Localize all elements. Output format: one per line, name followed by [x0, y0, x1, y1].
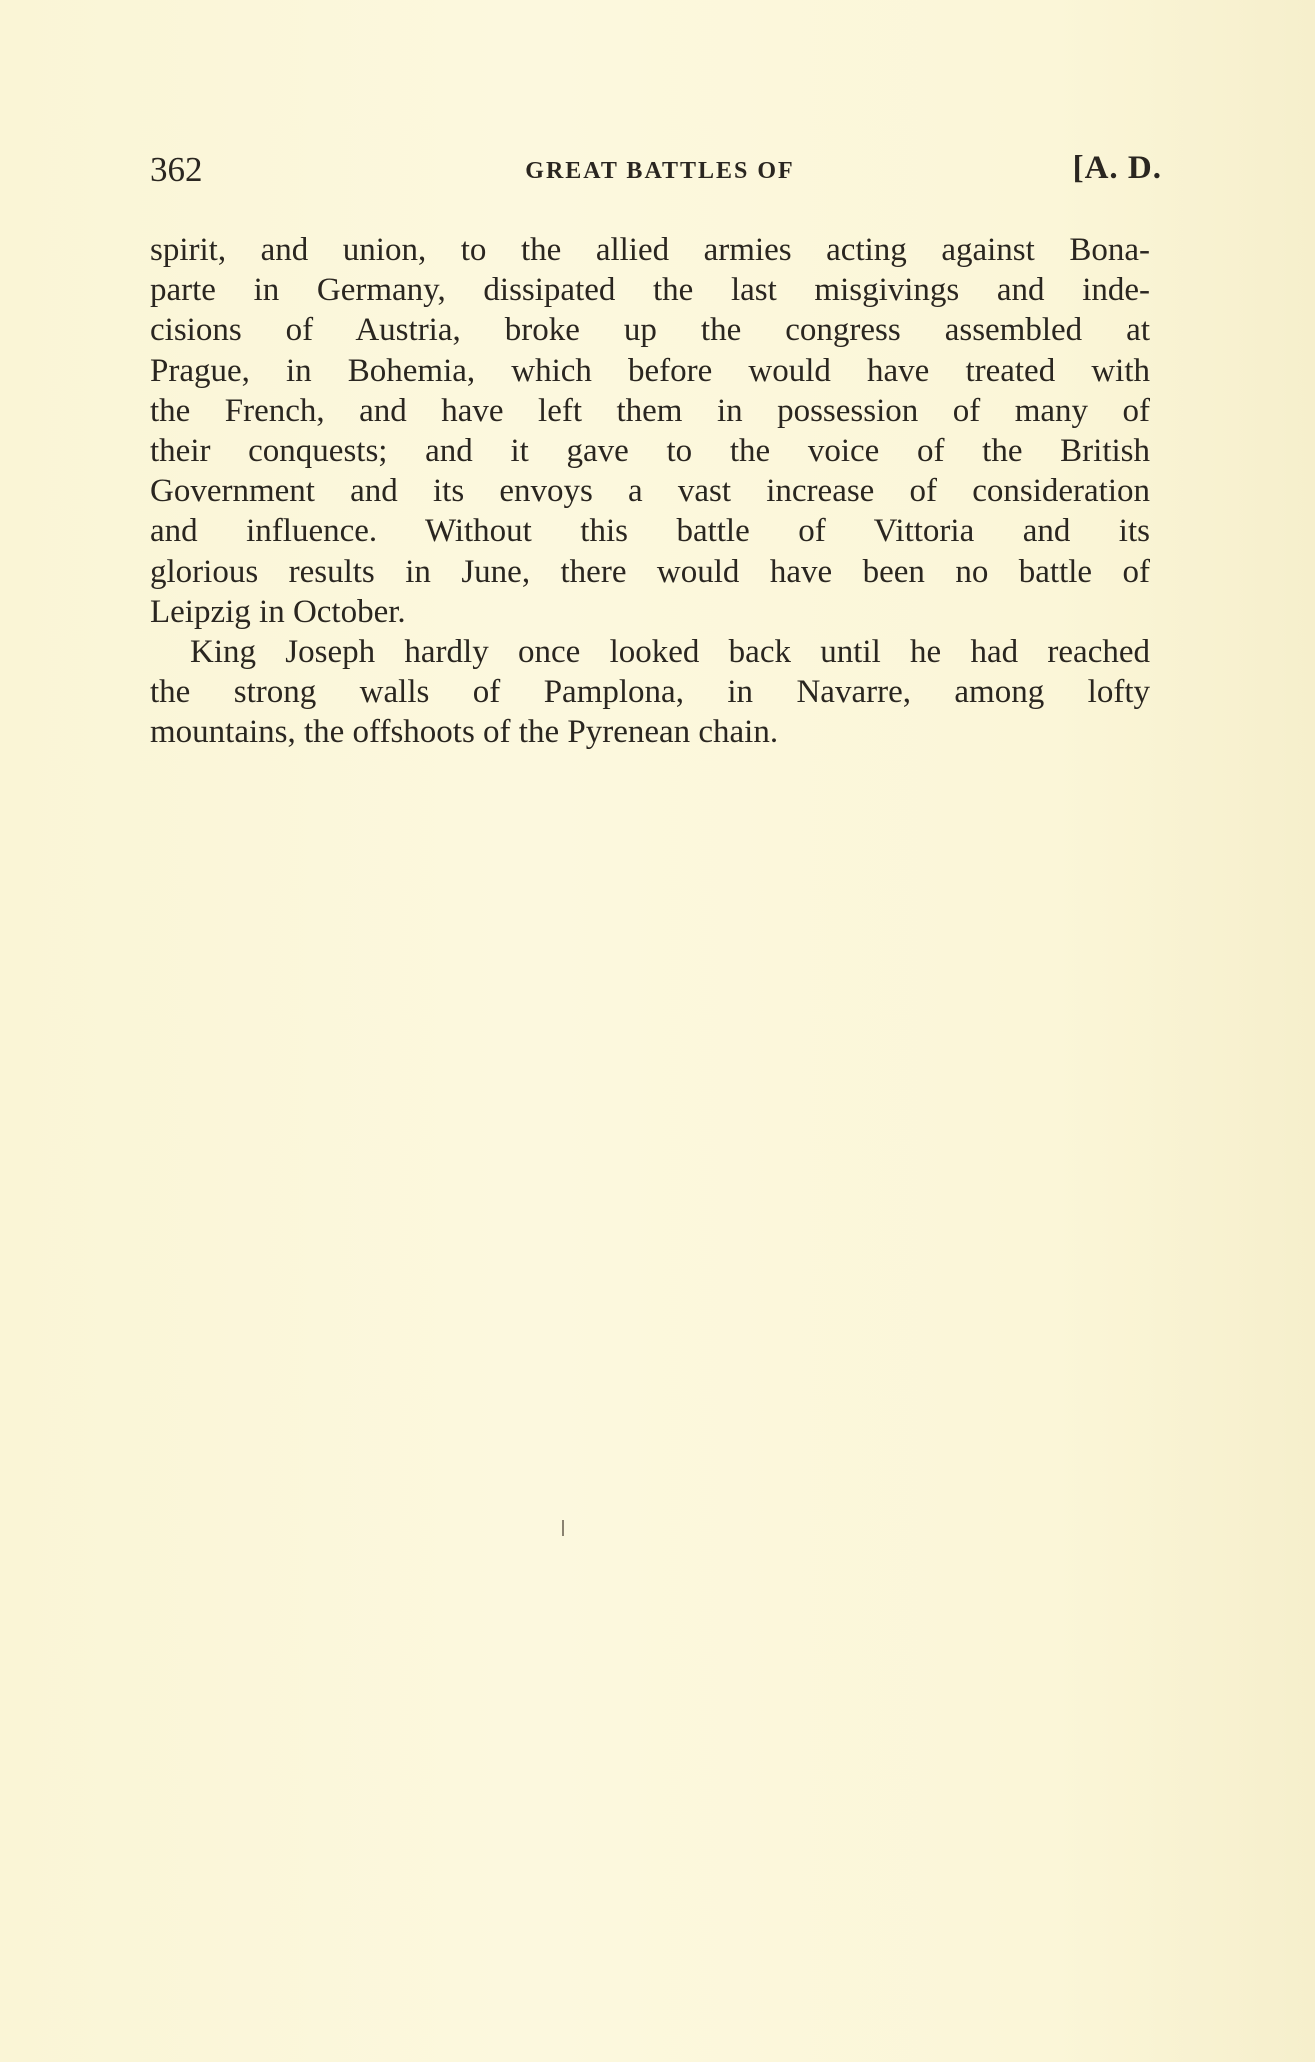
text-line: cisions of Austria, broke up the congress assembled at: [150, 312, 1150, 349]
text-line: the strong walls of Pamplona, in Navarre, among lofty: [150, 674, 1150, 711]
text-line: parte in Germany, dissipated the last misgivings and inde-: [150, 272, 1150, 309]
text-line: Leipzig in October.: [150, 593, 406, 630]
text-line: spirit, and union, to the allied armies acting against Bona-: [150, 232, 1150, 268]
text-line: Prague, in Bohemia, which before would have treated with: [150, 352, 1150, 389]
era-mark: [A. D.: [1072, 150, 1162, 186]
paragraph-start-line: King Joseph hardly once looked back until he had reached: [190, 633, 1150, 670]
text-line: and influence. Without this battle of Vittoria and its: [150, 513, 1150, 550]
text-line: mountains, the offshoots of the Pyrenean chain.: [150, 714, 779, 751]
text-line: Government and its envoys a vast increase of consideration: [150, 473, 1150, 510]
page-header: [150, 150, 1170, 194]
running-title: GREAT BATTLES OF: [525, 158, 795, 184]
page-number: 362: [150, 150, 203, 189]
page-body: [150, 230, 1150, 752]
stray-print-mark: [562, 1520, 564, 1536]
text-line: glorious results in June, there would have been no battle of: [150, 553, 1150, 590]
text-line: the French, and have left them in possession of many of: [150, 392, 1150, 429]
text-line: their conquests; and it gave to the voice of the British: [150, 432, 1150, 469]
